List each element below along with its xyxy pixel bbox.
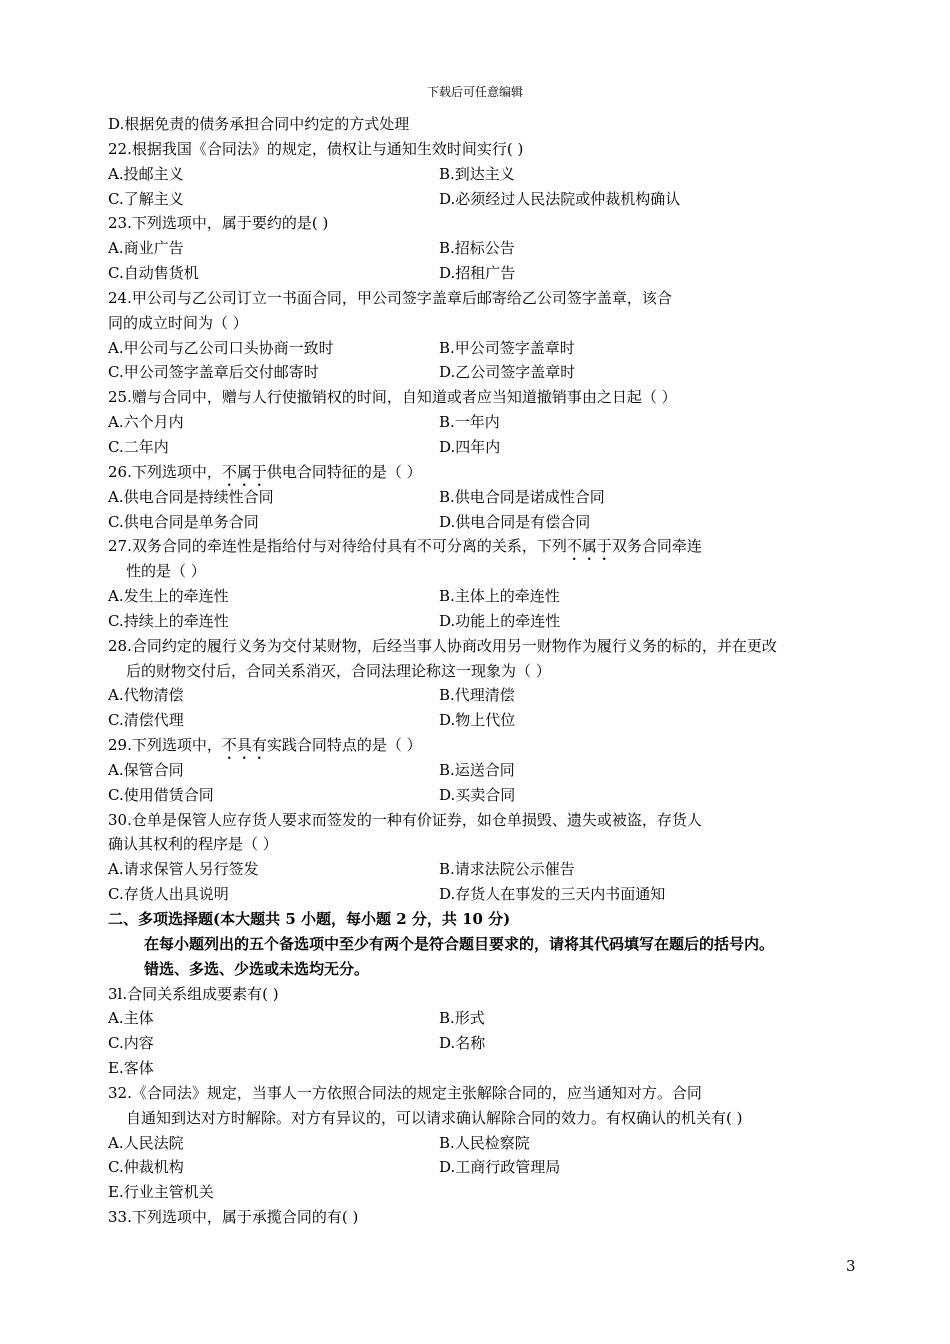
- emphasized-text: 不属于: [221, 462, 267, 481]
- option-row: [108, 510, 868, 535]
- option-left: C.仲裁机构: [108, 1158, 184, 1177]
- option-right: B.代理清偿: [439, 686, 515, 705]
- option-row: [108, 609, 868, 634]
- question-line: 同的成立时间为（ ）: [108, 313, 248, 332]
- question-line: 32.《合同法》规定，当事人一方依照合同法的规定主张解除合同的，应当通知对方。合同: [108, 1083, 702, 1102]
- option-right: D.功能上的牵连性: [439, 611, 561, 630]
- option-left: A.六个月内: [108, 413, 184, 432]
- option-left: C.了解主义: [108, 189, 184, 208]
- option-left: A.供电合同是持续性合同: [108, 487, 274, 506]
- option-row: [108, 261, 868, 286]
- option-left: C.供电合同是单务合同: [108, 512, 259, 531]
- option-row: [108, 758, 868, 783]
- option-left: C.使用借赁合同: [108, 785, 214, 804]
- emphasized-text: 不具有: [221, 736, 267, 755]
- page-number: 3: [846, 1257, 856, 1275]
- option-row: [108, 485, 868, 510]
- question-text: 实践合同特点的是（ ）: [266, 736, 422, 755]
- question-line: 30.仓单是保管人应存货人要求而签发的一种有价证券，如仓单损毁、遗失或被盗，存货人: [108, 810, 702, 829]
- option-right: D.物上代位: [439, 711, 516, 730]
- emphasized-text: 不属于: [566, 537, 612, 556]
- option-left: A.主体: [108, 1009, 154, 1028]
- option-left: C.存货人出具说明: [108, 885, 229, 904]
- option-right: B.到达主义: [439, 164, 515, 183]
- option-right: B.招标公告: [439, 239, 515, 258]
- question-line: 33.下列选项中，属于承揽合同的有( ): [108, 1208, 359, 1227]
- option-left: C.自动售货机: [108, 264, 199, 283]
- option-right: B.形式: [439, 1009, 485, 1028]
- question-text: 26.下列选项中，: [108, 462, 222, 481]
- question-text: 29.下列选项中，: [108, 736, 222, 755]
- option-row: [108, 584, 868, 609]
- option-right: B.主体上的牵连性: [439, 587, 560, 606]
- option-row: [108, 708, 868, 733]
- option-left: C.内容: [108, 1034, 154, 1053]
- option-left: C.二年内: [108, 437, 169, 456]
- question-line: 自通知到达对方时解除。对方有异议的，可以请求确认解除合同的效力。有权确认的机关有( ): [126, 1108, 743, 1127]
- option-row: [108, 783, 868, 808]
- option-left: C.甲公司签字盖章后交付邮寄时: [108, 363, 319, 382]
- question-text: 双务合同牵连: [611, 537, 702, 556]
- option-left: A.商业广告: [108, 239, 184, 258]
- question-line: [108, 534, 868, 559]
- option-left: A.甲公司与乙公司口头协商一致时: [108, 338, 334, 357]
- option-right: D.名称: [439, 1034, 486, 1053]
- option-right: D.乙公司签字盖章时: [439, 363, 576, 382]
- option-row: [108, 236, 868, 261]
- question-line: 确认其权利的程序是（ ）: [108, 835, 278, 854]
- option-right: D.四年内: [439, 437, 501, 456]
- section-heading: 二、多项选择题(本大题共 5 小题，每小题 2 分，共 10 分): [108, 910, 511, 928]
- question-line: 28.合同约定的履行义务为交付某财物，后经当事人协商改用另一财物作为履行义务的标的，并在更改: [108, 636, 777, 655]
- option-row: [108, 683, 868, 708]
- question-line: D.根据免责的债务承担合同中约定的方式处理: [108, 115, 410, 133]
- option-right: B.人民检察院: [439, 1133, 530, 1152]
- option-right: B.甲公司签字盖章时: [439, 338, 575, 357]
- option-left: C.清偿代理: [108, 711, 184, 730]
- option-left: A.发生上的牵连性: [108, 587, 229, 606]
- section-heading: 错选、多选、少选或未选均无分。: [144, 959, 370, 978]
- page-header: 下载后可任意编辑: [426, 85, 523, 99]
- question-line: 22.根据我国《合同法》的规定，债权让与通知生效时间实行( ): [108, 139, 524, 158]
- question-line: 25.赠与合同中，赠与人行使撤销权的时间，自知道或者应当知道撤销事由之日起（ ）: [108, 388, 677, 407]
- option-row: [108, 1006, 868, 1031]
- option-right: B.供电合同是诺成性合同: [439, 487, 605, 506]
- option-row: [108, 1031, 868, 1056]
- question-line: [108, 733, 868, 758]
- option-left: C.持续上的牵连性: [108, 611, 229, 630]
- question-line: 后的财物交付后，合同关系消灭，合同法理论称这一现象为（ ）: [126, 661, 551, 680]
- option-row: [108, 336, 868, 361]
- question-line: E.行业主管机关: [108, 1183, 214, 1202]
- option-right: B.一年内: [439, 413, 500, 432]
- option-row: [108, 187, 868, 212]
- option-right: B.请求法院公示催告: [439, 860, 575, 879]
- option-right: D.存货人在事发的三天内书面通知: [439, 885, 666, 904]
- option-left: A.人民法院: [108, 1133, 184, 1152]
- question-line: 23.下列选项中，属于要约的是( ): [108, 214, 329, 233]
- option-right: D.必须经过人民法院或仲裁机构确认: [439, 189, 681, 208]
- option-row: [108, 882, 868, 907]
- option-row: [108, 360, 868, 385]
- option-right: D.供电合同是有偿合同: [439, 512, 591, 531]
- option-right: D.工商行政管理局: [439, 1158, 561, 1177]
- question-line: 24.甲公司与乙公司订立一书面合同，甲公司签字盖章后邮寄给乙公司签字盖章，该合: [108, 288, 672, 307]
- document-body: [108, 112, 868, 1230]
- option-right: B.运送合同: [439, 760, 515, 779]
- question-line: 3l.合同关系组成要素有( ): [108, 984, 279, 1003]
- question-line: E.客体: [108, 1059, 154, 1078]
- option-row: [108, 410, 868, 435]
- section-heading: 在每小题列出的五个备选项中至少有两个是符合题目要求的，请将其代码填写在题后的括号内。: [144, 934, 775, 953]
- option-row: [108, 1131, 868, 1156]
- option-left: A.投邮主义: [108, 164, 184, 183]
- option-row: [108, 1155, 868, 1180]
- option-row: [108, 857, 868, 882]
- question-line: [108, 460, 868, 485]
- option-row: [108, 162, 868, 187]
- question-text: 27.双务合同的牵连性是指给付与对待给付具有不可分离的关系，下列: [108, 537, 567, 556]
- option-right: D.招租广告: [439, 264, 516, 283]
- option-left: A.请求保管人另行签发: [108, 860, 259, 879]
- option-right: D.买卖合同: [439, 785, 516, 804]
- option-left: A.保管合同: [108, 760, 184, 779]
- option-row: [108, 435, 868, 460]
- question-text: 供电合同特征的是（ ）: [266, 462, 422, 481]
- option-left: A.代物清偿: [108, 686, 184, 705]
- question-line: 性的是（ ）: [126, 562, 206, 581]
